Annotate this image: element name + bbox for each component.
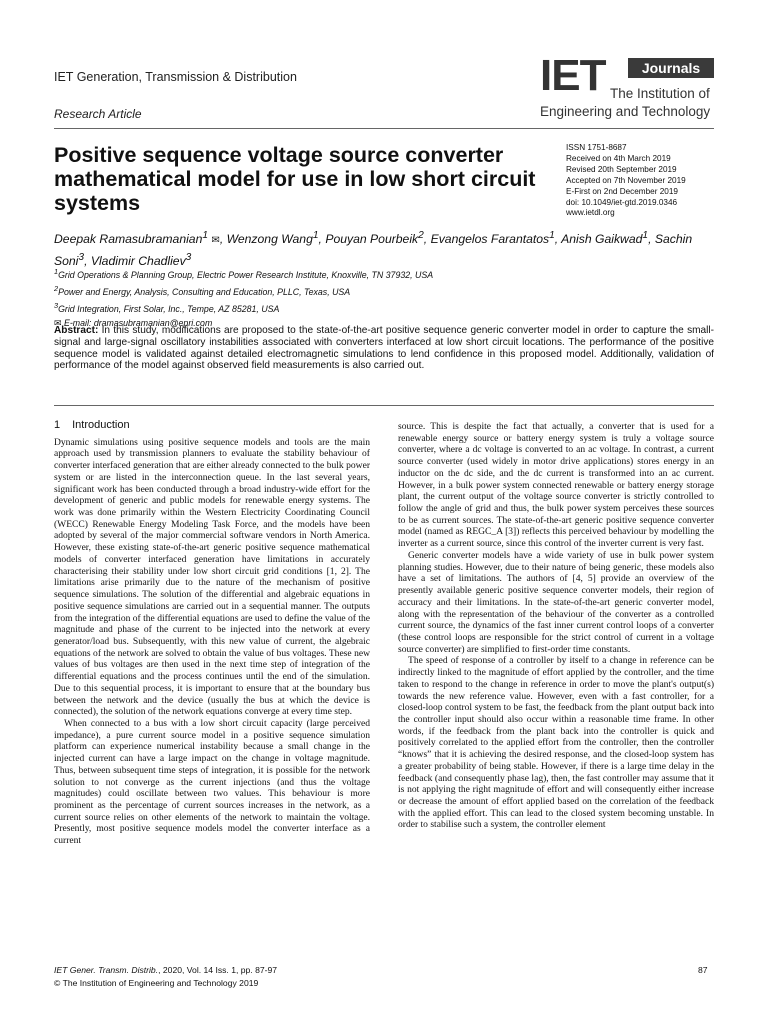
journal-url[interactable]: www.ietdl.org bbox=[566, 208, 615, 218]
section-title: Introduction bbox=[72, 419, 130, 431]
email-envelope-icon[interactable]: ✉ bbox=[211, 235, 220, 247]
author-affil-sup: 3 bbox=[78, 252, 85, 264]
affiliation-sup: 3 bbox=[54, 300, 59, 310]
email-text[interactable]: E-mail: dramasubramanian@epri.com bbox=[64, 317, 213, 328]
article-type: Research Article bbox=[54, 107, 142, 121]
revised-date: Revised 20th September 2019 bbox=[566, 164, 677, 174]
doi[interactable]: doi: 10.1049/iet-gtd.2019.0346 bbox=[566, 197, 678, 207]
body-paragraph: Dynamic simulations using positive sequence models and tools are the main approach used by transmission planners to evaluate the stability behaviour of converter interfaced generation that are either already connected to the bulk power system or are listed in the interconnection queue. In the last several years, significant work has been conducted through a broad industry-wide effort for the development of generic and public models for renewable energy systems. The work was done primarily within the Western Electricity Coordinating Council (WECC) Renewable Energy Modeling Task Force, and the models have been adopted by several of the major commercial software vendors in North America. However, these existing state-of-the-art generic positive sequence mathematical models of converter interfaced generation have limitations in accurately characterising their stability under low short circuit grid conditions [1, 2]. The limitations arise primarily due to the nature of the mechanism of positive sequence simulations. The solution of the differential and algebraic equations in positive sequence simulations are carried out in a sequential manner. The outputs from the integration of the differential equations are used to define the value of the magnitude and phase of the current to be injected into the network at every generator/load bus. Subsequently, with this new value of current, the algebraic equations of the network are solved to obtain the value of bus voltages. These new values of bus voltages are then used in the next time step of integration of the differential equations and the process continues until the end of the simulation. Due to this sequential process, it is important to ensure that at the boundary bus between the network and the device (usually the bus at which the device is connected), the solution of the network equations converge at every time step. bbox=[54, 436, 370, 718]
journal-name: IET Generation, Transmission & Distribution bbox=[54, 70, 297, 84]
affiliation-sup: 1 bbox=[54, 267, 59, 276]
affiliation-sup: 2 bbox=[54, 283, 59, 293]
header-divider bbox=[54, 128, 714, 129]
author-name: Evangelos Farantatos bbox=[430, 232, 550, 247]
abstract-label: Abstract: bbox=[54, 325, 99, 336]
email-envelope-icon: ✉ bbox=[54, 317, 62, 328]
author-affil-sup: 2 bbox=[418, 230, 424, 241]
author-name: Vladimir Chadliev bbox=[90, 254, 186, 269]
affiliation-list bbox=[54, 265, 714, 330]
author-list: Deepak Ramasubramanian$^1$ ✉, Wenzong Wang$^1$, Pouyan Pourbeik$^2$, Evangelos Farantatos$^1$, Anish Gaikwad$^1$, Sachin Soni$^3$, Vladimir Chadliev$^3$ bbox=[54, 230, 693, 269]
affiliation-text: Grid Integration, First Solar, Inc., Tempe, AZ 85281, USA bbox=[58, 303, 280, 314]
article-metadata bbox=[566, 143, 726, 219]
affiliation-text: Power and Energy, Analysis, Consulting and Education, PLLC, Texas, USA bbox=[58, 286, 351, 297]
institution-name-line1: The Institution of bbox=[610, 86, 710, 101]
footer-journal-abbrev: IET Gener. Transm. Distrib. bbox=[54, 965, 159, 975]
abstract bbox=[54, 325, 714, 372]
iet-logo bbox=[540, 51, 716, 122]
body-column-right bbox=[398, 421, 714, 831]
article-title: Positive sequence voltage source converter mathematical model for use in low short circuit systems bbox=[54, 143, 536, 215]
author-affil-sup: 1 bbox=[202, 230, 209, 241]
accepted-date: Accepted on 7th November 2019 bbox=[566, 175, 686, 185]
footer-volume: , 2020, Vol. 14 Iss. 1, pp. 87-97 bbox=[158, 965, 278, 975]
page-number: 87 bbox=[698, 965, 708, 975]
footer-citation bbox=[54, 965, 277, 975]
author-name: Pouyan Pourbeik bbox=[325, 232, 419, 247]
author-affil-sup: 1 bbox=[549, 230, 555, 241]
section-heading bbox=[54, 420, 370, 432]
abstract-text: In this study, modifications are proposed to the state-of-the-art positive sequence generic converter model in order to capture the small-signal and large-signal oscillatory instabilities associated with converters interfaced at low short circuit locations. The performance of the positive sequence model is validated against detailed electromagnetic simulations to lend confidence in this proposed model. Additionally, validation of performance of the model against observed field measurements is also carried out. bbox=[54, 325, 714, 372]
affiliation bbox=[54, 282, 714, 299]
author-name: Deepak Ramasubramanian bbox=[54, 232, 203, 247]
iet-logo-letters: IET bbox=[540, 51, 606, 100]
received-date: Received on 4th March 2019 bbox=[566, 153, 671, 163]
author-affil-sup: 1 bbox=[312, 230, 319, 241]
institution-name-line2: Engineering and Technology bbox=[540, 104, 711, 119]
author-name: Wenzong Wang bbox=[226, 232, 313, 247]
journals-label: Journals bbox=[628, 58, 714, 78]
abstract-divider bbox=[54, 405, 714, 406]
issn: ISSN 1751-8687 bbox=[566, 143, 627, 152]
author-affil-sup: 3 bbox=[185, 252, 192, 264]
body-paragraph: source. This is despite the fact that actually, a converter that is used for a renewable energy source or battery energy system is truly a voltage source converter, where a dc voltage is converted to an ac voltage. In contrast, a current source converter (used widely in motor drive applications) stores energy in an inductor on the dc side, and the dc current is transformed into an ac current. However, in a bulk power system connected renewable or battery energy storage plant, the current output of the voltage source converter is strictly controlled to follow the angle of grid and thus, the bulk power system perceives these sources to be as current sources. The state-of-the-art generic positive sequence converter model (named as REGC_A [3]) reflects this perceived behaviour by modelling the inverter as a current source, since this control of the inverter current is very fast. bbox=[398, 421, 714, 550]
efirst-date: E-First on 2nd December 2019 bbox=[566, 186, 678, 196]
body-paragraph: When connected to a bus with a low short circuit capacity (large perceived impedance), a pure current source model in a positive sequence simulation platform can experience numerical instability because a small change in the injected current can have a large impact on the change in voltage magnitude. Thus, between subsequent time steps of integration, it is possible for the network solution to not converge as the current injections (and thus the voltage magnitudes) could oscillate between two values. This behaviour is more prominent as the percentage of current sources increases in the network, as a current source relies on other elements of the network to maintain the voltage. Presently, most positive sequence models model the converter interface as a current bbox=[54, 717, 370, 847]
affiliation bbox=[54, 299, 714, 316]
body-paragraph: Generic converter models have a wide variety of use in bulk power system planning studies. However, due to their nature of being generic, these models also have a set of limitations. The authors of [4, 5] provide an overview of the presently available generic positive sequence converter models, their region of accuracy and their limitations. In the state-of-the-art generic converter model, along with the representation of the behaviour of the converter as a controlled current source, the dynamics of the fast inner current control loops of a converter (these control loops are responsible for the strict control of current in a voltage source converter) are simplified to first-order time constants. bbox=[398, 549, 714, 655]
section-number: 1 bbox=[54, 419, 61, 431]
footer-copyright: © The Institution of Engineering and Technology 2019 bbox=[54, 978, 259, 988]
author-name: Sachin Soni bbox=[54, 232, 693, 269]
author-affil-sup: 1 bbox=[642, 230, 649, 241]
author-name: Anish Gaikwad bbox=[561, 232, 643, 247]
affiliation bbox=[54, 265, 714, 282]
affiliation-text: Grid Operations & Planning Group, Electric Power Research Institute, Knoxville, TN 37932, USA bbox=[58, 269, 434, 280]
body-column-left bbox=[54, 420, 370, 847]
body-paragraph: The speed of response of a controller by itself to a change in reference can be indirectly linked to the magnitude of effort applied by the controller, and the time taken to respond to the change in reference in order to move the plant's output(s) towards the new reference value. However, even with a fast controller, for a closed-loop control system to be fast, the feedback from the plant output back into the controller input should also occur within a reasonable time frame. In other words, if the feedback from the plant back into the controller is quick and positively correlated to the applied effort from the controller, then the controller “knows” that it is achieving the desired response, and the closed-loop system has a greater probability of being stable. However, if there is a large time delay in the feedback (and consequently phase lag), then, the fast controller may assume that it is not applying the right magnitude of effort and will consequently either increase or decrease the amount of effort applied based on the correlation of the feedback with the applied effort. This can lead to the closed system becoming unstable. In order to stabilise such a system, the controller element bbox=[398, 655, 714, 831]
